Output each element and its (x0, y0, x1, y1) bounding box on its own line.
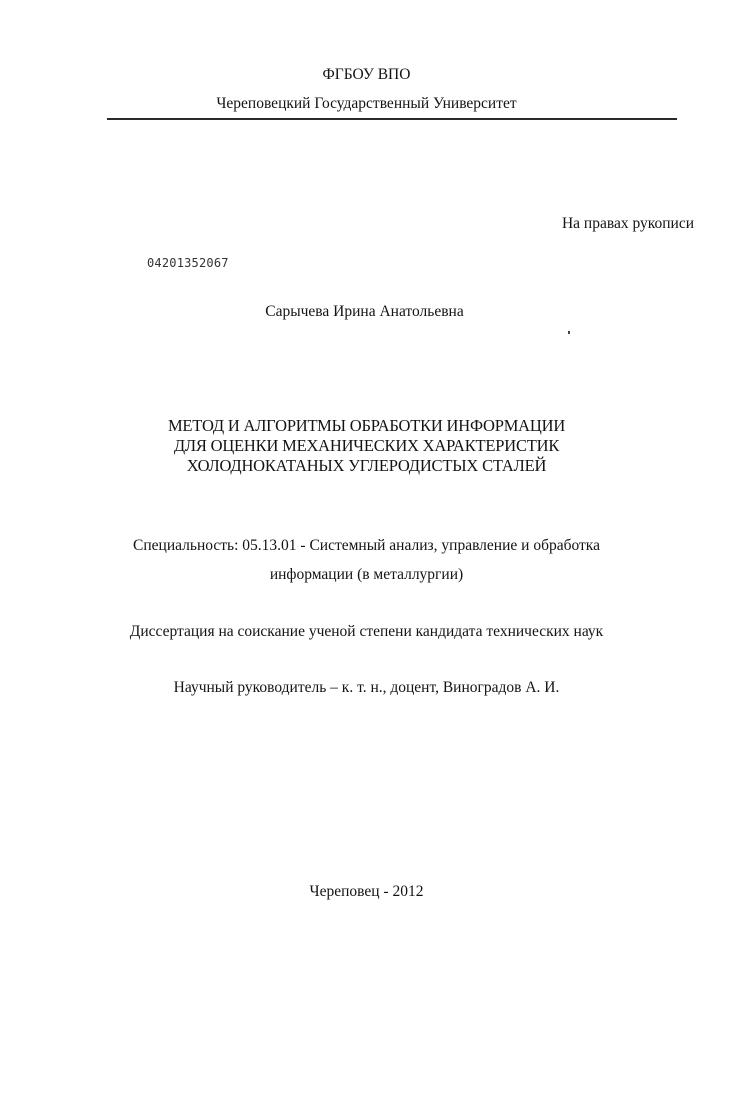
header-divider (107, 118, 677, 120)
title-line-2: ДЛЯ ОЦЕНКИ МЕХАНИЧЕСКИХ ХАРАКТЕРИСТИК (173, 436, 560, 455)
organization-name: ФГБОУ ВПО (322, 66, 411, 83)
author-name: Сарычева Ирина Анатольевна (265, 303, 464, 320)
catalog-stamp: 04201352067 (147, 255, 229, 271)
specialty-line-1: Специальность: 05.13.01 - Системный анализ, управление и обработка (133, 537, 600, 554)
specialty-line-2: информации (в металлургии) (269, 566, 464, 583)
degree-statement: Диссертация на соискание ученой степени кандидата технических наук (129, 623, 604, 640)
university-name: Череповецкий Государственный Университет (216, 95, 517, 112)
title-line-3: ХОЛОДНОКАТАНЫХ УГЛЕРОДИСТЫХ СТАЛЕЙ (186, 456, 547, 475)
scan-speck (568, 331, 570, 334)
dissertation-title (0, 416, 733, 476)
title-line-1: МЕТОД И АЛГОРИТМЫ ОБРАБОТКИ ИНФОРМАЦИИ (167, 416, 566, 435)
supervisor: Научный руководитель – к. т. н., доцент, Виноградов А. И. (173, 679, 560, 696)
city-year: Череповец - 2012 (309, 883, 424, 900)
rights-note: На правах рукописи (561, 215, 694, 232)
